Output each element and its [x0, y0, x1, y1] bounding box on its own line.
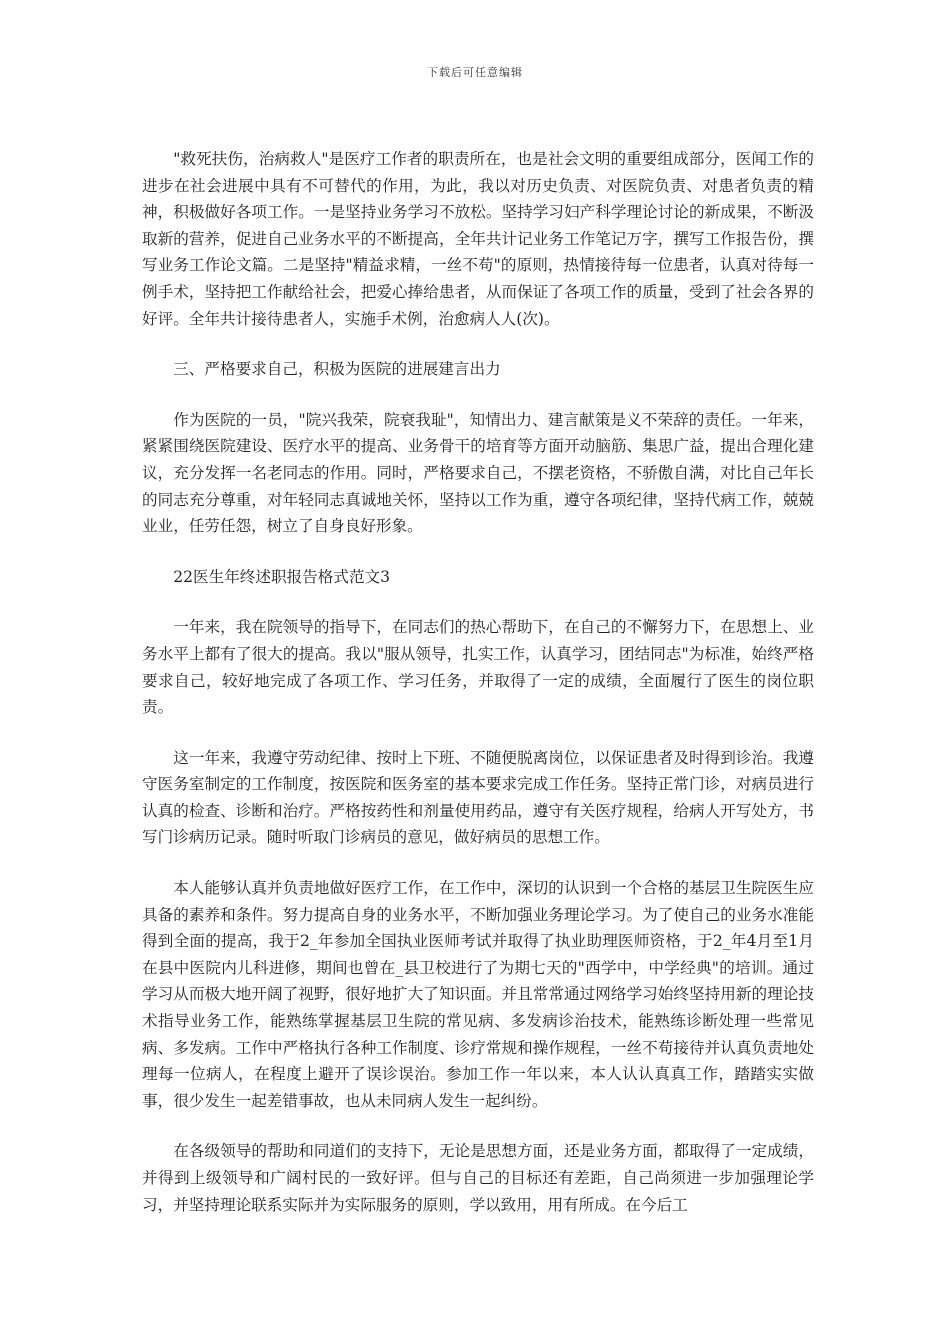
- paragraph-discipline: 这一年来，我遵守劳动纪律、按时上下班、不随便脱离岗位，以保证患者及时得到诊治。我遵守医务室制定的工作制度，按医院和医务室的基本要求完成工作任务。坚持正常门诊，对病员进行认真的检查、诊断和治疗。严格按药性和剂量使用药品，遵守有关医疗规程，给病人开写处方，书写门诊病历记录。随时听取门诊病员的意见，做好病员的思想工作。: [142, 748, 814, 847]
- page-header-note: 下载后可任意编辑: [427, 66, 523, 79]
- section-heading-sample-3: 22医生年终述职报告格式范文3: [173, 567, 391, 586]
- document-body: [142, 146, 814, 1242]
- paragraph-achievements: 在各级领导的帮助和同道们的支持下，无论是思想方面，还是业务方面，都取得了一定成绩，并得到上级领导和广阔村民的一致好评。但与自己的目标还有差距，自己尚须进一步加强理论学习，并坚持理论联系实际并为实际服务的原则，学以致用，用有所成。在今后工: [142, 1142, 814, 1214]
- paragraph-year-review: 一年来，我在院领导的指导下，在同志们的热心帮助下，在自己的不懈努力下，在思想上、业务水平上都有了很大的提高。我以"服从领导，扎实工作，认真学习，团结同志"为标准，始终严格要求自己，较好地完成了各项工作、学习任务，并取得了一定的成绩，全面履行了医生的岗位职责。: [142, 618, 814, 717]
- paragraph-duty: "救死扶伤，治病救人"是医疗工作者的职责所在，也是社会文明的重要组成部分，医闻工作的进步在社会进展中具有不可替代的作用，为此，我以对历史负责、对医院负责、对患者负责的精神，积极做好各项工作。一是坚持业务学习不放松。坚持学习妇产科学理论讨论的新成果，不断汲取新的营养，促进自己业务水平的不断提高，全年共计记业务工作笔记万字，撰写工作报告份，撰写业务工作论文篇。二是坚持"精益求精，一丝不苟"的原则，热情接待每一位患者，认真对待每一例手术，坚持把工作献给社会，把爱心捧给患者，从而保证了各项工作的质量，受到了社会各界的好评。全年共计接待患者人，实施手术例，治愈病人人(次)。: [142, 150, 814, 328]
- paragraph-medical-work: 本人能够认真并负责地做好医疗工作，在工作中，深切的认识到一个合格的基层卫生院医生应具备的素养和条件。努力提高自身的业务水平，不断加强业务理论学习。为了使自己的业务水准能得到全面的提高，我于2_年参加全国执业医师考试并取得了执业助理医师资格，于2_年4月至1月在县中医院内儿科进修，期间也曾在_县卫校进行了为期七天的"西学中，中学经典"的培训。通过学习从而极大地开阔了视野，很好地扩大了知识面。并且常常通过网络学习始终坚持用新的理论技术指导业务工作，能熟练掌握基层卫生院的常见病、多发病诊治技术，能熟练诊断处理一些常见病、多发病。工作中严格执行各种工作制度、诊疗常规和操作规程，一丝不苟接待并认真负责地处理每一位病人，在程度上避开了误诊误治。参加工作一年以来，本人认认真真工作，踏踏实实做事，很少发生一起差错事故，也从未同病人发生一起纠纷。: [142, 879, 814, 1110]
- paragraph-hospital-member: 作为医院的一员，"院兴我荣，院衰我耻"，知情出力、建言献策是义不荣辞的责任。一年来，紧紧围绕医院建设、医疗水平的提高、业务骨干的培育等方面开动脑筋、集思广益，提出合理化建议，充分发挥一名老同志的作用。同时，严格要求自己，不摆老资格，不骄傲自满，对比自己年长的同志充分尊重，对年轻同志真诚地关怀，坚持以工作为重，遵守各项纪律，坚持代病工作，兢兢业业，任劳任怨，树立了自身良好形象。: [142, 410, 814, 536]
- section-heading-three: 三、严格要求自己，积极为医院的进展建言出力: [173, 360, 501, 379]
